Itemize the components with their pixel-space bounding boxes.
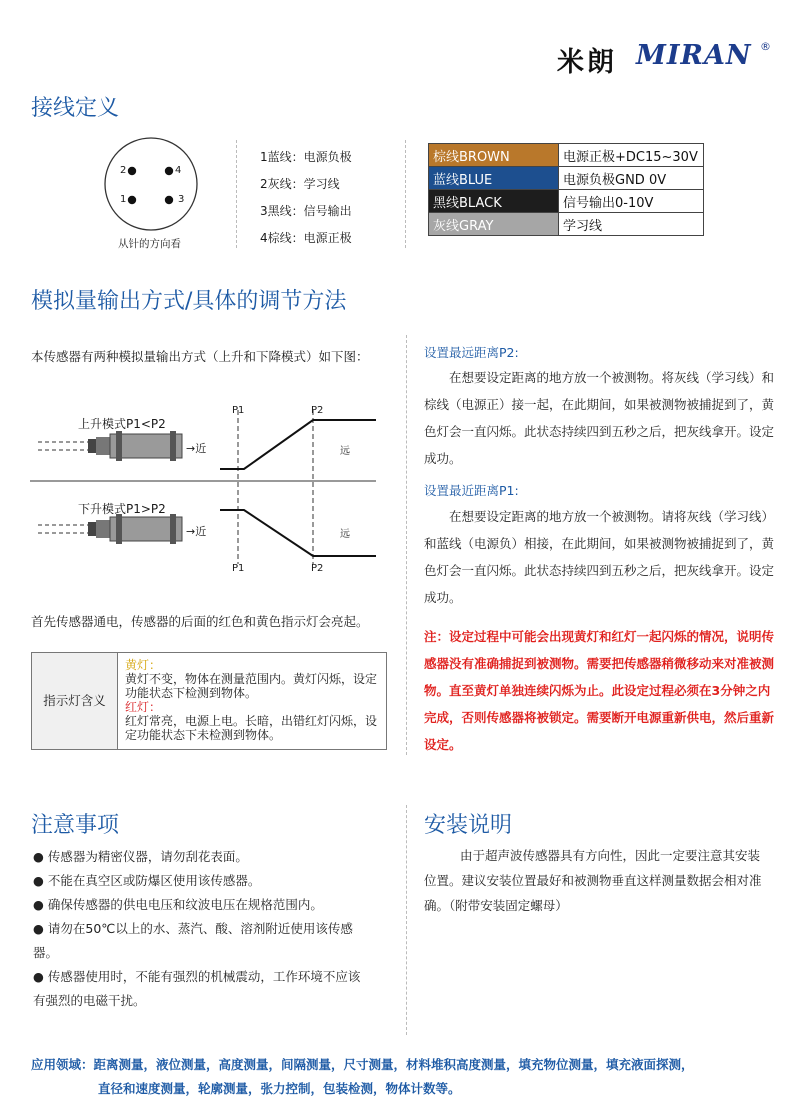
mode-up-label: 上升模式P1<P2 <box>78 417 166 431</box>
divider <box>405 140 406 248</box>
applications-line-2: 直径和速度测量，轮廓测量，张力控制，包装检测，物体计数等。 <box>98 1081 461 1096</box>
far-label: 远 <box>340 529 350 540</box>
far-setting-text: 在想要设定距离的地方放一个被测物。将灰线（学习线）和棕线（电源正）接一起，在此期间，如果被测物被捕捉到了，黄色灯会一直闪烁。此状态持续四到五秒之后，把灰线拿开。设定成功。 <box>424 370 775 466</box>
table-row <box>429 213 704 236</box>
brand-logo: MIRAN <box>636 40 752 71</box>
pin-3 <box>165 196 173 204</box>
table-row <box>429 190 704 213</box>
section-title-notes: 注意事项 <box>31 813 120 838</box>
wire-desc-cell: 学习线 <box>559 213 704 236</box>
table-row <box>429 144 704 167</box>
far-setting-title: 设置最远距离P2: <box>424 345 519 360</box>
list-item: ● 不能在真空区或防爆区使用该传感器。 <box>33 873 261 888</box>
notes-list <box>33 845 363 1013</box>
section-title-output: 模拟量输出方式/具体的调节方法 <box>31 289 347 314</box>
divider <box>406 335 407 755</box>
list-item: ● 请勿在50℃以上的水、蒸汽、酸、溶剂附近使用该传感器。 <box>33 921 353 960</box>
p1-label: P1 <box>232 405 245 416</box>
pin-label-1: 1 <box>120 194 127 205</box>
wire-color-cell: 蓝线BLUE <box>429 167 559 190</box>
red-title: 红灯： <box>125 700 162 714</box>
divider <box>406 805 407 1035</box>
connector-caption: 从针的方向看 <box>118 238 181 250</box>
wire-color-table <box>428 143 704 236</box>
p2-label: P2 <box>311 563 324 574</box>
indicator-box <box>31 652 387 750</box>
output-intro: 本传感器有两种模拟量输出方式（上升和下降模式）如下图： <box>31 349 369 364</box>
setting-note: 注：设定过程中可能会出现黄灯和红灯一起闪烁的情况，说明传感器没有准确捕捉到被测物。需要把传感器稍微移动来对准被测物。直至黄灯单独连续闪烁为止。此设定过程必须在3分钟之内完成，否则传感器将被锁定。需要断开电源重新供电，然后重新设定。 <box>424 629 775 752</box>
near-label: →近 <box>186 525 207 538</box>
list-item: ● 传感器使用时，不能有强烈的机械震动，工作环境不应该有强烈的电磁干扰。 <box>33 969 361 1008</box>
pin-1 <box>128 196 136 204</box>
pin-2 <box>128 167 136 175</box>
section-title-install: 安装说明 <box>424 813 513 838</box>
yellow-title: 黄灯： <box>125 658 162 672</box>
wire-desc-cell: 信号输出0-10V <box>559 190 704 213</box>
wire-desc-cell: 电源负极GND 0V <box>559 167 704 190</box>
pin-label-3: 3 <box>178 194 185 205</box>
pin-item: 2灰线：学习线 <box>260 177 340 191</box>
red-text: 红灯常亮，电源上电。长暗，出错红灯闪烁，设定功能状态下未检测到物体。 <box>125 714 378 742</box>
pin-item: 4棕线：电源正极 <box>260 231 352 245</box>
power-on-text: 首先传感器通电，传感器的后面的红色和黄色指示灯会亮起。 <box>31 614 369 629</box>
wire-color-cell: 灰线GRAY <box>429 213 559 236</box>
near-setting-text: 在想要设定距离的地方放一个被测物。请将灰线（学习线）和蓝线（电源负）相接，在此期间，如果被测物被捕捉到了，黄色灯会一直闪烁。此状态持续四到五秒之后，把灰线拿开。设定成功。 <box>424 509 775 605</box>
far-label: 远 <box>340 446 350 457</box>
p2-label: P2 <box>311 405 324 416</box>
yellow-text: 黄灯不变，物体在测量范围内。黄灯闪烁，设定功能状态下检测到物体。 <box>125 672 378 700</box>
pin-label-2: 2 <box>120 165 127 176</box>
wire-color-cell: 黑线BLACK <box>429 190 559 213</box>
list-item: ● 传感器为精密仪器，请勿刮花表面。 <box>33 849 248 864</box>
pin-4 <box>165 167 173 175</box>
connector-diagram <box>100 134 210 252</box>
pin-list <box>260 144 352 252</box>
divider <box>236 140 237 248</box>
section-title-wiring: 接线定义 <box>31 96 120 121</box>
table-row <box>429 167 704 190</box>
indicator-label: 指示灯含义 <box>43 693 106 708</box>
near-label: →近 <box>186 442 207 455</box>
p1-label: P1 <box>232 563 245 574</box>
indicator-desc <box>125 658 383 742</box>
brand-cn: 米朗 <box>557 47 617 78</box>
wire-desc-cell: 电源正极+DC15~30V <box>559 144 704 167</box>
pin-item: 1蓝线：电源负极 <box>260 150 352 164</box>
indicator-label-cell <box>32 653 118 749</box>
wire-color-cell: 棕线BROWN <box>429 144 559 167</box>
near-setting-title: 设置最近距离P1: <box>424 483 519 498</box>
mode-down-label: 下升模式P1>P2 <box>78 502 166 516</box>
list-item: ● 确保传感器的供电电压和纹波电压在规格范围内。 <box>33 897 323 912</box>
applications-line-1: 应用领域：距离测量，液位测量，高度测量，间隔测量，尺寸测量，材料堆积高度测量，填充物位测量，填充液面探测， <box>31 1057 694 1072</box>
registered-mark: ® <box>760 40 771 53</box>
pin-item: 3黑线：信号输出 <box>260 204 352 218</box>
install-text: 由于超声波传感器具有方向性，因此一定要注意其安装位置。建议安装位置最好和被测物垂直这样测量数据会相对准确。（附带安装固定螺母） <box>424 848 762 913</box>
pin-label-4: 4 <box>175 165 182 176</box>
